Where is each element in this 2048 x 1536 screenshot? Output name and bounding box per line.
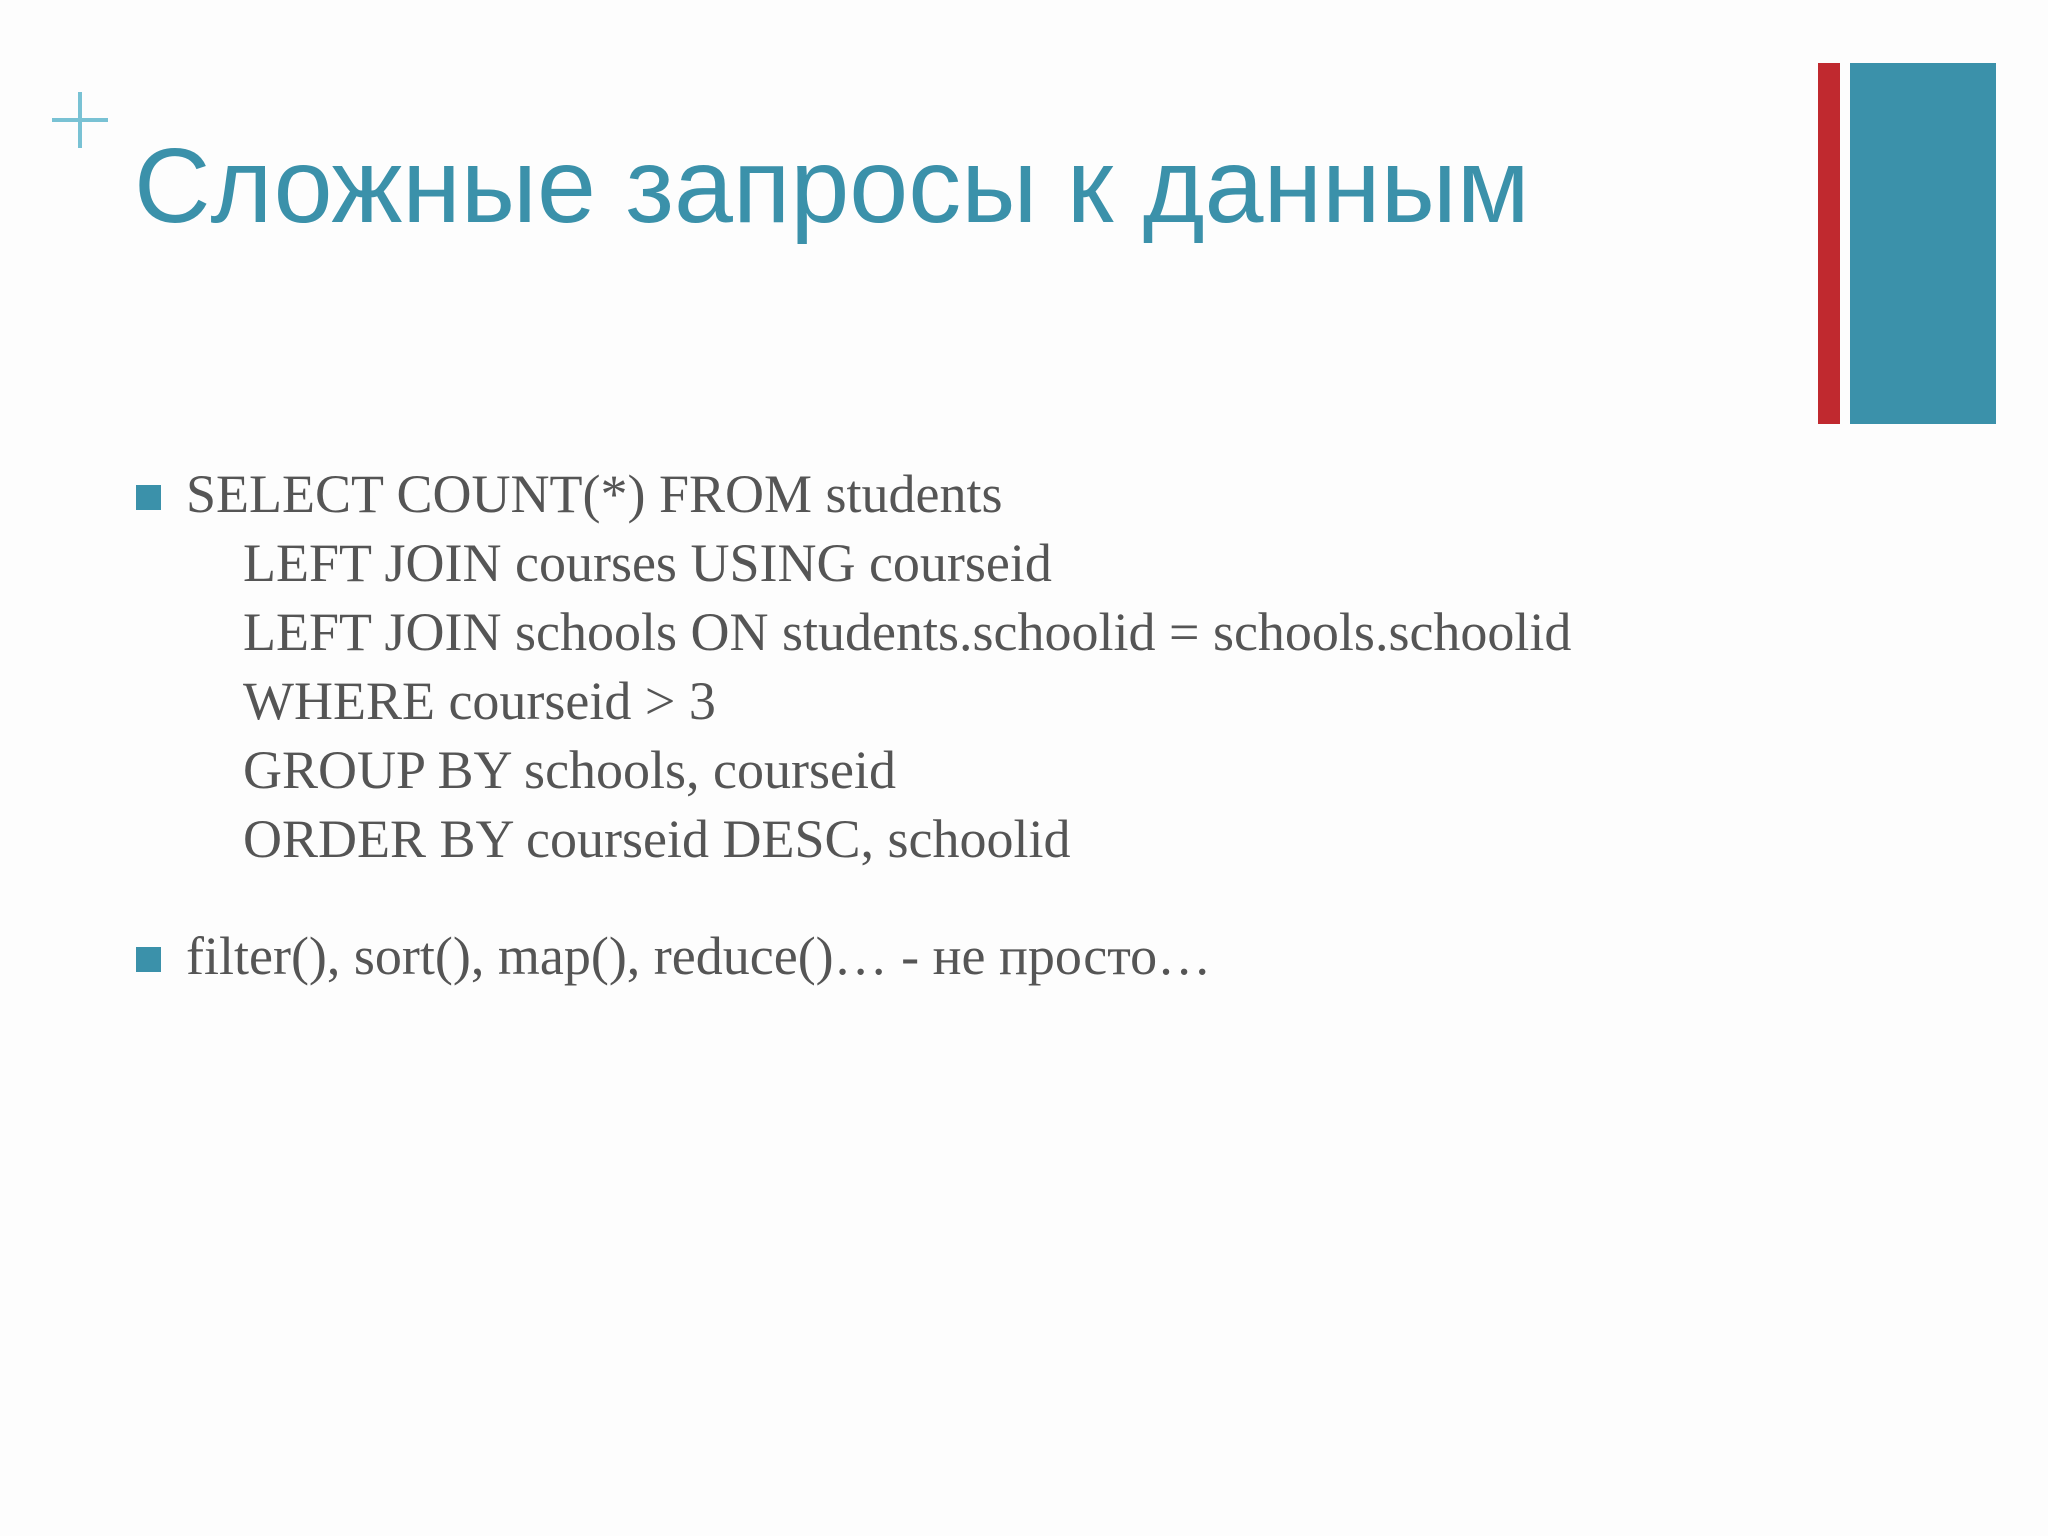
query-line: ORDER BY courseid DESC, schoolid [243, 809, 1071, 869]
query-line: GROUP BY schools, courseid [243, 740, 896, 800]
decorative-teal-bar [1850, 63, 1996, 424]
bullet-item-array-methods [136, 922, 1736, 991]
query-line: LEFT JOIN schools ON students.schoolid = schools.schoolid [243, 602, 1572, 662]
array-methods-text: filter(), sort(), map(), reduce()… - не просто… [186, 926, 1212, 986]
square-bullet-icon [136, 485, 161, 510]
slide-title: Сложные запросы к данным [134, 127, 1530, 245]
decorative-red-bar [1818, 63, 1840, 424]
query-line: SELECT COUNT(*) FROM students [186, 464, 1003, 524]
plus-icon [52, 92, 108, 148]
square-bullet-icon [136, 947, 161, 972]
query-line: LEFT JOIN courses USING courseid [243, 533, 1052, 593]
bullet-list [136, 460, 1736, 1039]
bullet-item-sql-query [136, 460, 1736, 874]
query-line: WHERE courseid > 3 [243, 671, 716, 731]
